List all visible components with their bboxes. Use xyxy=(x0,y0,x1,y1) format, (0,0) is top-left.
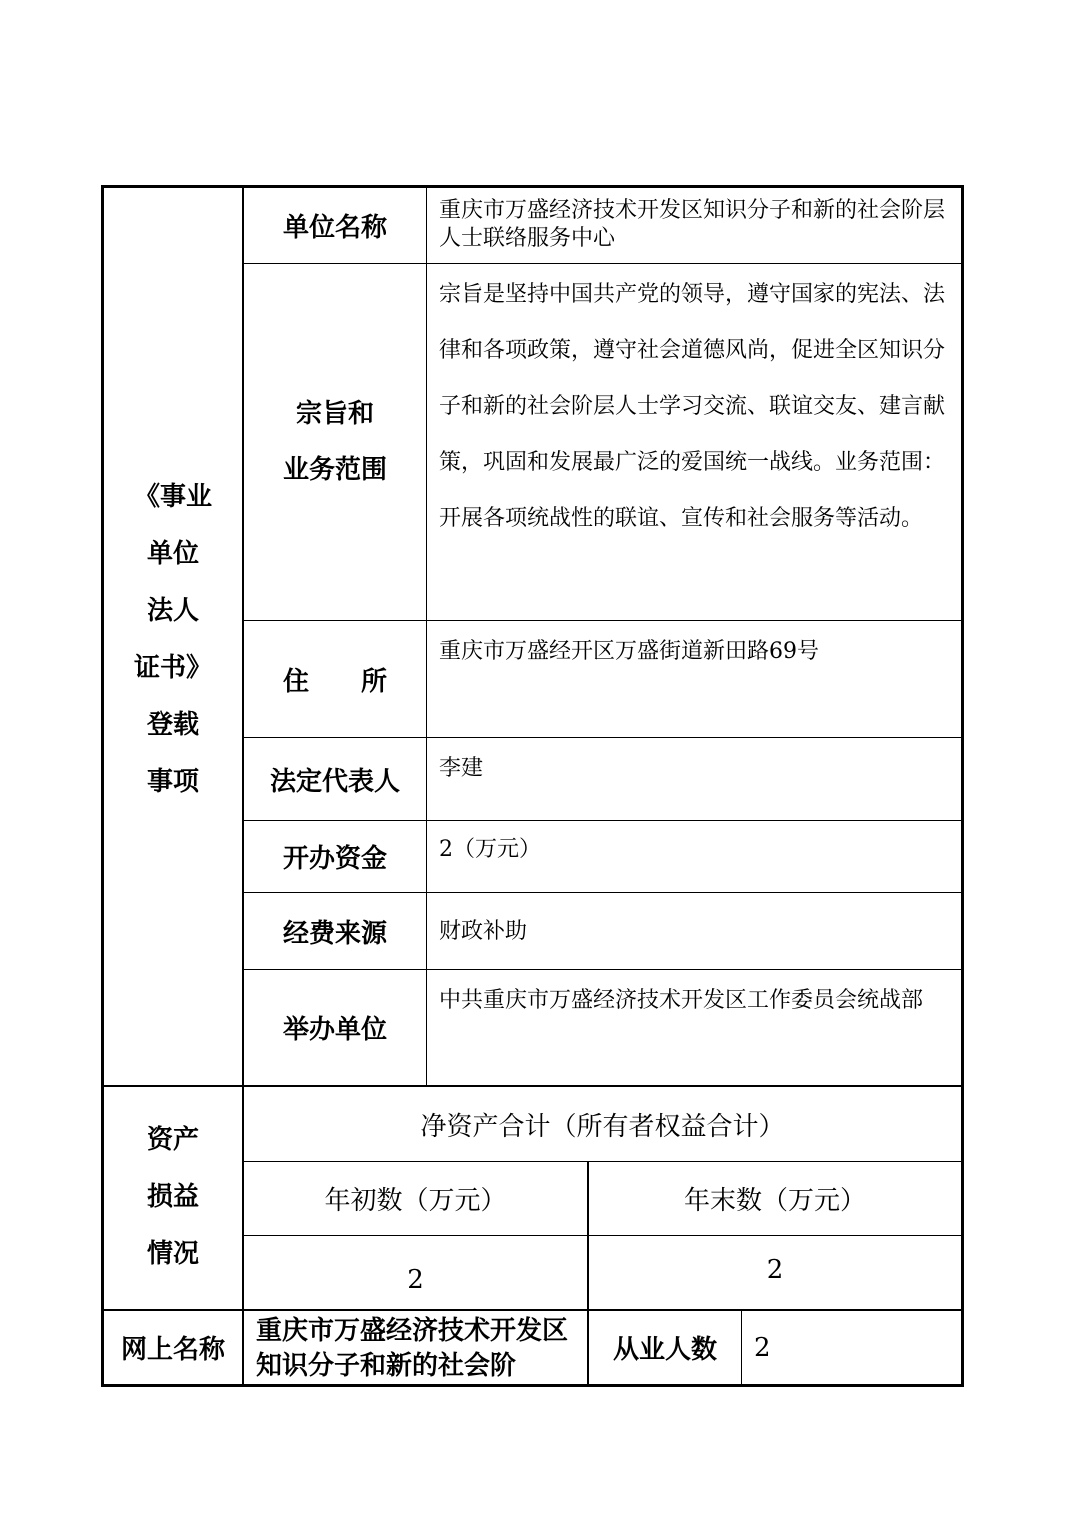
capital-value: 2（万元） xyxy=(439,837,541,862)
end-year-value: 2 xyxy=(766,1254,784,1285)
end-year-label: 年末数（万元） xyxy=(683,1186,866,1216)
section-label-line: 损益 xyxy=(146,1182,199,1212)
sponsor-label: 举办单位 xyxy=(282,1015,387,1045)
capital-label: 开办资金 xyxy=(282,844,387,874)
section-label-line: 证书》 xyxy=(133,653,212,683)
section-label-line: 情况 xyxy=(146,1239,199,1269)
begin-year-label: 年初数（万元） xyxy=(324,1186,507,1216)
section-label-line: 登载 xyxy=(146,710,199,740)
funding-source-label: 经费来源 xyxy=(282,918,387,949)
purpose-scope-label-line: 业务范围 xyxy=(282,455,387,485)
unit-name-value: 重庆市万盛经济技术开发区知识分子和新的社会阶层人士联络服务中心 xyxy=(439,198,946,251)
address-value: 重庆市万盛经开区万盛街道新田路69号 xyxy=(439,639,819,664)
registration-section-label xyxy=(104,469,242,811)
section-label-line: 单位 xyxy=(146,539,199,569)
begin-year-value: 2 xyxy=(407,1264,424,1295)
net-assets-header: 净资产合计（所有者权益合计） xyxy=(420,1111,785,1142)
unit-name-label: 单位名称 xyxy=(282,213,387,243)
sponsor-value: 中共重庆市万盛经济技术开发区工作委员会统战部 xyxy=(439,988,924,1013)
assets-section-label xyxy=(104,1112,242,1283)
section-label-line: 资产 xyxy=(146,1125,199,1155)
section-label-line: 法人 xyxy=(146,596,199,626)
online-name-value: 重庆市万盛经济技术开发区知识分子和新的社会阶 xyxy=(256,1316,569,1381)
purpose-scope-label xyxy=(244,264,426,620)
legal-rep-value: 李建 xyxy=(439,756,484,781)
purpose-scope-value: 宗旨是坚持中国共产党的领导，遵守国家的宪法、法律和各项政策，遵守社会道德风尚，促进全区知识分子和新的社会阶层人士学习交流、联谊交友、建言献策，巩固和发展最广泛的爱国统一战线。业务范围：开展各项统战性的联谊、宣传和社会服务等活动。 xyxy=(439,282,946,531)
online-name-label: 网上名称 xyxy=(120,1335,225,1365)
funding-source-value: 财政补助 xyxy=(439,919,528,944)
address-label: 住 所 xyxy=(282,666,387,697)
table-border-right xyxy=(961,185,964,1387)
legal-rep-label: 法定代表人 xyxy=(269,766,400,797)
staff-count-label: 从业人数 xyxy=(612,1335,717,1365)
section-label-line: 事项 xyxy=(146,767,199,797)
table-border-bottom xyxy=(101,1384,964,1387)
section-label-line: 《事业 xyxy=(133,482,212,512)
staff-count-value: 2 xyxy=(754,1332,771,1363)
purpose-scope-label-line: 宗旨和 xyxy=(295,399,374,429)
